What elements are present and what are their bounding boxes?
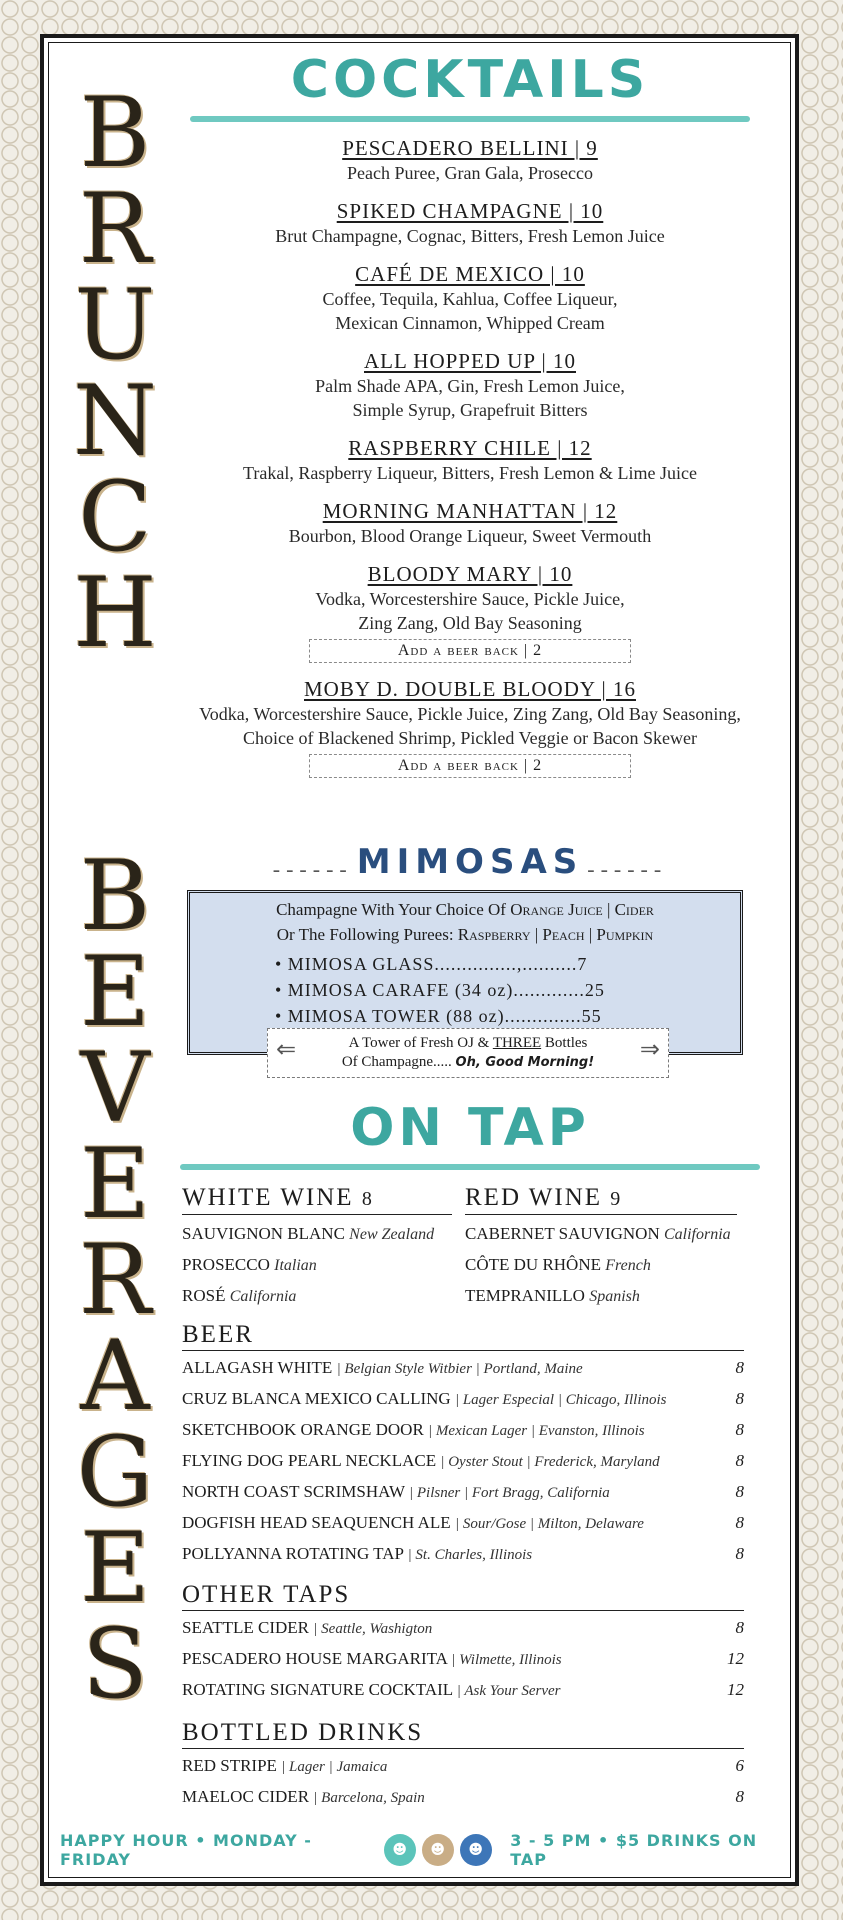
letter: H: [73, 557, 157, 669]
other-taps-heading: OTHER TAPS: [182, 1580, 744, 1611]
divider: [190, 116, 750, 122]
drink-desc: Bourbon, Blood Orange Liqueur, Sweet Vermouth: [288, 526, 652, 546]
letter: R: [78, 1224, 152, 1336]
beer-section: [182, 1320, 744, 1570]
drink-desc: Simple Syrup, Grapefruit Bitters: [352, 400, 588, 420]
beer-row: [182, 1415, 744, 1446]
tap-name: PESCADERO HOUSE MARGARITA: [182, 1649, 448, 1668]
bottle-price: 6: [735, 1756, 744, 1775]
wine-name: ROSÉ: [182, 1286, 226, 1305]
arrow-right-icon: ⇒: [639, 1037, 660, 1063]
letter: S: [82, 1608, 148, 1720]
drink-item: [180, 436, 760, 485]
tower-note-line2: [268, 1053, 668, 1072]
wine-origin: New Zealand: [349, 1226, 435, 1243]
wine-origin: California: [229, 1288, 297, 1305]
people-icon: ☻: [422, 1834, 454, 1866]
happy-hour-footer: [60, 1831, 780, 1869]
beer-name: POLLYANNA ROTATING TAP: [182, 1544, 404, 1563]
divider: [180, 1164, 760, 1170]
white-wine-heading: [182, 1183, 452, 1215]
drink-desc: Coffee, Tequila, Kahlua, Coffee Liqueur,: [322, 289, 618, 309]
tap-name: SEATTLE CIDER: [182, 1618, 310, 1637]
letter: U: [74, 269, 156, 381]
bottle-detail: | Lager | Jamaica: [281, 1759, 388, 1775]
beer-detail: | Pilsner | Fort Bragg, California: [409, 1485, 610, 1501]
wine-name: TEMPRANILLO: [465, 1286, 585, 1305]
beer-name: DOGFISH HEAD SEAQUENCH ALE: [182, 1513, 451, 1532]
tap-detail: | Wilmette, Illinois: [451, 1652, 562, 1668]
beer-detail: | Belgian Style Witbier | Portland, Maine: [336, 1361, 583, 1377]
red-wine-price: 9: [610, 1188, 621, 1210]
happy-hour-times: 3 - 5 PM • $5 DRINKS ON TAP: [510, 1831, 758, 1869]
mimosas-heading: [180, 842, 760, 882]
vertical-title-beverages: [70, 840, 160, 1720]
drink-desc: Choice of Blackened Shrimp, Pickled Veggie or Bacon Skewer: [242, 728, 698, 748]
beer-price: 8: [735, 1544, 744, 1563]
bottle-detail: | Barcelona, Spain: [313, 1790, 425, 1806]
tap-name: ROTATING SIGNATURE COCKTAIL: [182, 1680, 453, 1699]
wine-name: SAUVIGNON BLANC: [182, 1224, 345, 1243]
other-tap-row: [182, 1675, 744, 1706]
other-tap-row: [182, 1644, 744, 1675]
beer-back-addon: Add a beer back | 2: [309, 754, 631, 778]
letter: G: [76, 1416, 154, 1528]
drink-name: ALL HOPPED UP | 10: [364, 349, 576, 373]
mimosas-title: MIMOSAS: [356, 842, 584, 882]
wine-item: [182, 1219, 452, 1250]
beer-price: 8: [735, 1482, 744, 1501]
wine-name: CÔTE DU RHÔNE: [465, 1255, 601, 1274]
beer-price: 8: [735, 1451, 744, 1470]
beer-price: 8: [735, 1389, 744, 1408]
beer-name: ALLAGASH WHITE: [182, 1358, 333, 1377]
beer-back-addon: Add a beer back | 2: [309, 639, 631, 663]
drink-desc: Zing Zang, Old Bay Seasoning: [358, 613, 582, 633]
letter: N: [73, 365, 157, 477]
drink-desc: Brut Champagne, Cognac, Bitters, Fresh Lemon Juice: [275, 226, 665, 246]
mimosa-choice-line: [190, 897, 740, 922]
drink-name: PESCADERO BELLINI | 9: [342, 136, 598, 160]
letter: A: [80, 1320, 150, 1432]
mimosa-carafe: • MIMOSA CARAFE (34 oz).............25: [275, 980, 605, 1000]
wine-origin: French: [605, 1257, 651, 1274]
on-tap-title: ON TAP: [350, 1098, 590, 1158]
red-wine-title: RED WINE: [465, 1184, 603, 1211]
mimosa-choice-text: Champagne With Your Choice Of: [276, 900, 506, 919]
tower-note-emphasis: THREE: [492, 1035, 542, 1051]
beer-row: [182, 1477, 744, 1508]
beer-name: NORTH COAST SCRIMSHAW: [182, 1482, 405, 1501]
tap-detail: | Seattle, Washigton: [313, 1621, 433, 1637]
drink-item: [180, 499, 760, 548]
bottled-row: [182, 1751, 744, 1782]
arrow-left-icon: ⇐: [276, 1037, 297, 1063]
beer-detail: | Oyster Stout | Frederick, Maryland: [440, 1454, 660, 1470]
red-wine-heading: [465, 1183, 737, 1215]
dash-decoration: ------: [587, 856, 668, 882]
drink-desc: Palm Shade APA, Gin, Fresh Lemon Juice,: [315, 376, 625, 396]
beer-price: 8: [735, 1513, 744, 1532]
beer-name: FLYING DOG PEARL NECKLACE: [182, 1451, 437, 1470]
drink-item: [180, 677, 760, 778]
wine-name: CABERNET SAUVIGNON: [465, 1224, 660, 1243]
drink-name: CAFÉ DE MEXICO | 10: [355, 262, 585, 286]
wine-origin: Italian: [274, 1257, 317, 1274]
bottled-row: [182, 1782, 744, 1813]
letter: E: [79, 1512, 151, 1624]
bottle-name: RED STRIPE: [182, 1756, 277, 1775]
cocktails-section: [180, 50, 760, 778]
letter: B: [79, 840, 151, 952]
beer-detail: | Mexican Lager | Evanston, Illinois: [428, 1423, 645, 1439]
tap-price: 8: [735, 1618, 744, 1637]
tower-note-text: A Tower of Fresh OJ &: [348, 1035, 490, 1051]
drink-item: [180, 349, 760, 422]
drink-desc: Mexican Cinnamon, Whipped Cream: [335, 313, 605, 333]
other-tap-row: [182, 1613, 744, 1644]
drink-name: RASPBERRY CHILE | 12: [348, 436, 592, 460]
wine-origin: Spanish: [589, 1288, 640, 1305]
white-wine-price: 8: [361, 1188, 372, 1210]
beer-price: 8: [735, 1420, 744, 1439]
bottled-drinks-heading: BOTTLED DRINKS: [182, 1718, 744, 1749]
red-wine-column: [465, 1183, 737, 1312]
letter: C: [78, 461, 152, 573]
beer-row: [182, 1384, 744, 1415]
mimosa-glass: • MIMOSA GLASS...............,..........7: [275, 954, 588, 974]
tower-note-text: Bottles: [544, 1035, 588, 1051]
beer-row: [182, 1353, 744, 1384]
drink-name: BLOODY MARY | 10: [367, 562, 573, 586]
tower-note-line1: [268, 1034, 668, 1053]
bottle-price: 8: [735, 1787, 744, 1806]
drink-item: [180, 562, 760, 663]
drink-desc: Trakal, Raspberry Liqueur, Bitters, Fresh Lemon & Lime Juice: [242, 463, 698, 483]
beer-row: [182, 1539, 744, 1570]
drink-desc: Vodka, Worcestershire Sauce, Pickle Juice, Zing Zang, Old Bay Seasoning,: [199, 704, 741, 724]
white-wine-title: WHITE WINE: [182, 1184, 354, 1211]
bottled-drinks-section: [182, 1718, 744, 1813]
wine-item: [465, 1219, 737, 1250]
beer-detail: | St. Charles, Illinois: [407, 1547, 533, 1563]
tap-price: 12: [727, 1680, 744, 1699]
beer-detail: | Lager Especial | Chicago, Illinois: [454, 1392, 667, 1408]
people-icons: [384, 1834, 492, 1866]
wine-item: [182, 1281, 452, 1312]
on-tap-heading: [180, 1098, 760, 1170]
cocktails-title: COCKTAILS: [290, 50, 650, 110]
tap-price: 12: [727, 1649, 744, 1668]
people-icon: ☻: [384, 1834, 416, 1866]
mimosa-puree-text: Or The Following Purees:: [276, 925, 454, 944]
other-taps-section: [182, 1580, 744, 1706]
mimosa-puree-line: [190, 922, 740, 947]
mimosa-tower: • MIMOSA TOWER (88 oz)..............55: [275, 1006, 602, 1026]
beer-row: [182, 1508, 744, 1539]
mimosa-price-list: [275, 951, 655, 1029]
drink-desc: Peach Puree, Gran Gala, Prosecco: [347, 163, 593, 183]
tower-note-text: Of Champagne.....: [341, 1054, 452, 1070]
letter: V: [80, 1032, 150, 1144]
wine-item: [465, 1250, 737, 1281]
drink-item: [180, 136, 760, 185]
beer-detail: | Sour/Gose | Milton, Delaware: [454, 1516, 644, 1532]
drink-desc: Vodka, Worcestershire Sauce, Pickle Juice,: [315, 589, 625, 609]
drink-name: MOBY D. DOUBLE BLOODY | 16: [304, 677, 636, 701]
mimosa-puree-options: Raspberry | Peach | Pumpkin: [457, 925, 654, 944]
drink-name: MORNING MANHATTAN | 12: [322, 499, 618, 523]
drink-item: [180, 199, 760, 248]
letter: R: [78, 173, 152, 285]
wine-origin: California: [663, 1226, 731, 1243]
letter: E: [79, 936, 151, 1048]
vertical-title-brunch: [70, 77, 160, 669]
drink-name: SPIKED CHAMPAGNE | 10: [336, 199, 604, 223]
dash-decoration: ------: [272, 856, 353, 882]
tower-note-exclaim: Oh, Good Morning!: [455, 1055, 595, 1070]
bottle-name: MAELOC CIDER: [182, 1787, 310, 1806]
letter: B: [79, 77, 151, 189]
beer-row: [182, 1446, 744, 1477]
beer-name: CRUZ BLANCA MEXICO CALLING: [182, 1389, 451, 1408]
drink-item: [180, 262, 760, 335]
happy-hour-days: HAPPY HOUR • MONDAY - FRIDAY: [60, 1831, 312, 1869]
beer-name: SKETCHBOOK ORANGE DOOR: [182, 1420, 424, 1439]
tap-detail: | Ask Your Server: [456, 1683, 561, 1699]
people-icon: ☻: [460, 1834, 492, 1866]
wine-item: [465, 1281, 737, 1312]
letter: E: [79, 1128, 151, 1240]
wine-item: [182, 1250, 452, 1281]
beer-price: 8: [735, 1358, 744, 1377]
white-wine-column: [182, 1183, 452, 1312]
mimosa-juice-options: Orange Juice | Cider: [510, 900, 654, 919]
beer-heading: BEER: [182, 1320, 744, 1351]
tower-note: [267, 1028, 669, 1078]
wine-name: PROSECCO: [182, 1255, 270, 1274]
